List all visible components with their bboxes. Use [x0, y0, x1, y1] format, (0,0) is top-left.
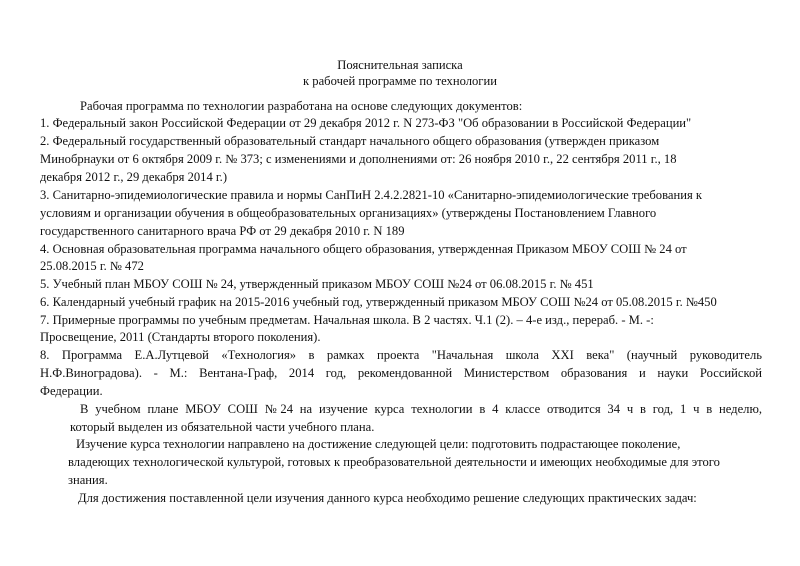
item-4-line-2: 25.08.2015 г. № 472	[40, 259, 144, 273]
item-2-line-1: 2. Федеральный государственный образовательный стандарт начального общего образования (утвержден приказом	[40, 134, 660, 148]
intro-line: Рабочая программа по технологии разработана на основе следующих документов:	[80, 99, 523, 113]
item-8-line-2: Н.Ф.Виноградова). - М.: Вентана-Граф, 2014 год, рекомендованной Министерством образования и науки Российской	[40, 366, 762, 380]
item-3-line-1: 3. Санитарно-эпидемиологические правила и нормы СанПиН 2.4.2.2821-10 «Санитарно-эпидемиологические требования к	[40, 188, 703, 202]
item-1: 1. Федеральный закон Российской Федерации от 29 декабря 2012 г. N 273-ФЗ "Об образовании в Российской Федерации"	[40, 116, 692, 130]
item-3-line-2: условиям и организации обучения в общеобразовательных организациях» (утверждены Постановлением Главного	[40, 206, 657, 220]
para-3: Для достижения поставленной цели изучения данного курса необходимо решение следующих практических задач:	[78, 491, 697, 505]
item-7-line-1: 7. Примерные программы по учебным предметам. Начальная школа. В 2 частях. Ч.1 (2). – 4-е изд., перераб. - М. -:	[40, 313, 654, 327]
doc-title: Пояснительная записка	[337, 58, 463, 72]
para-2-line-1: Изучение курса технологии направлено на достижение следующей цели: подготовить подрастающее поколение,	[76, 437, 681, 451]
item-8-line-1: 8. Программа Е.А.Лутцевой «Технология» в рамках проекта "Начальная школа XXI века" (научный руководитель	[40, 348, 762, 362]
doc-subtitle: к рабочей программе по технологии	[303, 74, 497, 88]
para-2-line-3: знания.	[68, 473, 108, 487]
item-4-line-1: 4. Основная образовательная программа начального общего образования, утвержденная Приказом МБОУ СОШ № 24 от	[40, 242, 687, 256]
para-1-line-2: который выделен из обязательной части учебного плана.	[70, 420, 375, 434]
item-8-line-3: Федерации.	[40, 384, 103, 398]
item-2-line-2: Минобрнауки от 6 октября 2009 г. № 373; с изменениями и дополнениями от: 26 ноября 2010 г., 22 сентября 2011 г., 18	[40, 152, 677, 166]
item-6: 6. Календарный учебный график на 2015-2016 учебный год, утвержденный приказом МБОУ СОШ №24 от 05.08.2015 г. №450	[40, 295, 717, 309]
para-1-line-1: В учебном плане МБОУ СОШ №24 на изучение курса технологии в 4 классе отводится 34 ч в год, 1 ч в неделю,	[80, 402, 762, 416]
item-7-line-2: Просвещение, 2011 (Стандарты второго поколения).	[40, 330, 321, 344]
item-5: 5. Учебный план МБОУ СОШ № 24, утвержденный приказом МБОУ СОШ №24 от 06.08.2015 г. № 451	[40, 277, 594, 291]
item-2-line-3: декабря 2012 г., 29 декабря 2014 г.)	[40, 170, 228, 184]
item-3-line-3: государственного санитарного врача РФ от 29 декабря 2010 г. N 189	[40, 224, 405, 238]
para-2-line-2: владеющих технологической культурой, готовых к преобразовательной деятельности и имеющих необходимые для этого	[68, 455, 720, 469]
